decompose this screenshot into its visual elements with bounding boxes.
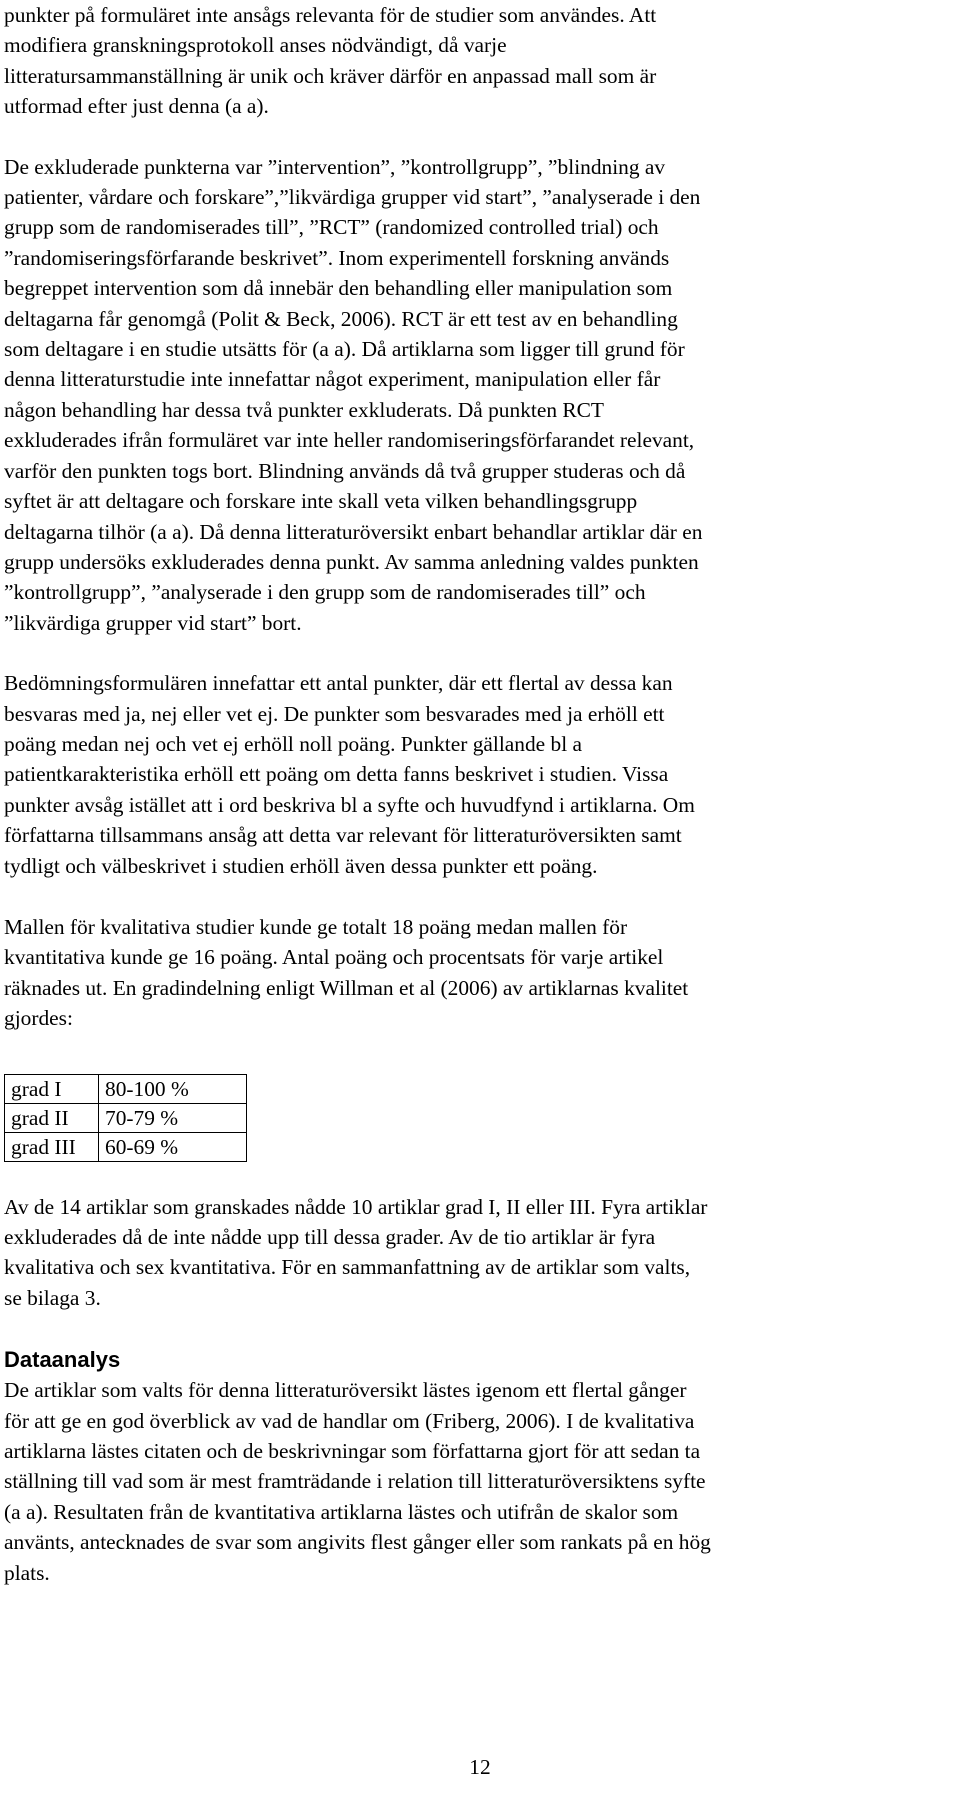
text-line: patienter, vårdare och forskare”,”likvärdiga grupper vid start”, ”analyserade i den — [4, 185, 701, 210]
paragraph-article-summary — [4, 1192, 956, 1314]
text-line: Bedömningsformulären innefattar ett antal punkter, där ett flertal av dessa kan — [4, 671, 673, 696]
text-line: kvantitativa kunde ge 16 poäng. Antal poäng och procentsats för varje artikel — [4, 945, 664, 970]
text-line: ”randomiseringsförfarande beskrivet”. Inom experimentell forskning används — [4, 245, 670, 270]
paragraph-assessment-forms — [4, 668, 956, 881]
text-line: litteratursammanställning är unik och kräver därför en anpassad mall som är — [4, 63, 657, 88]
paragraph-excluded-items — [4, 152, 956, 639]
table-row — [5, 1103, 247, 1132]
page-number: 12 — [469, 1755, 491, 1779]
paragraph-data-analysis — [4, 1375, 956, 1588]
grade-cell: grad II — [5, 1103, 99, 1132]
text-line: artiklarna lästes citaten och de beskrivningar som författarna gjort för att sedan ta — [4, 1439, 701, 1464]
text-line: patientkarakteristika erhöll ett poäng om detta fanns beskrivet i studien. Vissa — [4, 762, 669, 787]
text-line: punkter på formuläret inte ansågs relevanta för de studier som användes. Att — [4, 3, 657, 27]
text-line: begreppet intervention som då innebär den behandling eller manipulation som — [4, 276, 673, 301]
text-line: (a a). Resultaten från de kvantitativa artiklarna lästes och utifrån de skalor som — [4, 1499, 679, 1524]
text-line: besvaras med ja, nej eller vet ej. De punkter som besvarades med ja erhöll ett — [4, 701, 665, 726]
text-line: modifiera granskningsprotokoll anses nödvändigt, då varje — [4, 33, 507, 58]
text-line: exkluderades ifrån formuläret var inte heller randomiseringsförfarandet relevant, — [4, 428, 695, 453]
grade-cell: grad I — [5, 1074, 99, 1103]
section-heading: Dataanalys — [4, 1347, 121, 1373]
text-line: deltagarna får genomgå (Polit & Beck, 2006). RCT är ett test av en behandling — [4, 306, 678, 331]
text-line: exkluderades då de inte nådde upp till dessa grader. Av de tio artiklar är fyra — [4, 1225, 656, 1249]
text-line: utformad efter just denna (a a). — [4, 94, 269, 119]
text-line: poäng medan nej och vet ej erhöll noll poäng. Punkter gällande bl a — [4, 731, 582, 756]
text-line: ”kontrollgrupp”, ”analyserade i den grupp som de randomiserades till” och — [4, 580, 646, 605]
paragraph-instrument-modification — [4, 0, 956, 122]
text-line: någon behandling har dessa två punkter exkluderats. Då punkten RCT — [4, 397, 604, 422]
text-line: denna litteraturstudie inte innefattar något experiment, manipulation eller får — [4, 367, 661, 392]
text-line: för att ge en god överblick av vad de handlar om (Friberg, 2006). I de kvalitativa — [4, 1408, 695, 1433]
text-line: kvalitativa och sex kvantitativa. För en sammanfattning av de artiklar som valts, — [4, 1255, 691, 1280]
text-line: syftet är att deltagare och forskare inte skall veta vilken behandlingsgrupp — [4, 489, 638, 514]
text-line: grupp undersöks exkluderades denna punkt. Av samma anledning valdes punkten — [4, 549, 699, 574]
text-line: som deltagare i en studie utsätts för (a a). Då artiklarna som ligger till grund för — [4, 337, 685, 362]
document-page — [4, 0, 956, 1588]
text-line: gjordes: — [4, 1006, 73, 1031]
text-line: använts, antecknades de svar som angivits flest gånger eller som rankats på en hög — [4, 1530, 711, 1555]
text-line: ”likvärdiga grupper vid start” bort. — [4, 610, 302, 635]
text-line: De artiklar som valts för denna litteraturöversikt lästes igenom ett flertal gånger — [4, 1378, 687, 1403]
text-line: plats. — [4, 1560, 50, 1585]
table-row — [5, 1132, 247, 1161]
range-cell: 60-69 % — [99, 1132, 247, 1161]
grade-table — [4, 1074, 247, 1162]
text-line: Mallen för kvalitativa studier kunde ge totalt 18 poäng medan mallen för — [4, 914, 628, 939]
text-line: räknades ut. En gradindelning enligt Willman et al (2006) av artiklarnas kvalitet — [4, 975, 689, 1000]
table-row — [5, 1074, 247, 1103]
text-line: Av de 14 artiklar som granskades nådde 10 artiklar grad I, II eller III. Fyra artiklar — [4, 1194, 708, 1219]
text-line: författarna tillsammans ansåg att detta var relevant för litteraturöversikten samt — [4, 823, 682, 848]
text-line: De exkluderade punkterna var ”intervention”, ”kontrollgrupp”, ”blindning av — [4, 154, 666, 179]
text-line: grupp som de randomiserades till”, ”RCT” (randomized controlled trial) och — [4, 215, 659, 240]
text-line: punkter avsåg istället att i ord beskriva bl a syfte och huvudfynd i artiklarna. Om — [4, 792, 695, 817]
range-cell: 70-79 % — [99, 1103, 247, 1132]
text-line: ställning till vad som är mest framträdande i relation till litteraturöversiktens syfte — [4, 1469, 706, 1494]
text-line: se bilaga 3. — [4, 1285, 101, 1310]
text-line: deltagarna tilhör (a a). Då denna litteraturöversikt enbart behandlar artiklar där en — [4, 519, 703, 544]
paragraph-scoring-templates — [4, 912, 956, 1034]
text-line: varför den punkten togs bort. Blindning används då två grupper studeras och då — [4, 458, 686, 483]
range-cell: 80-100 % — [99, 1074, 247, 1103]
text-line: tydligt och välbeskrivet i studien erhöll även dessa punkter ett poäng. — [4, 853, 598, 878]
grade-cell: grad III — [5, 1132, 99, 1161]
